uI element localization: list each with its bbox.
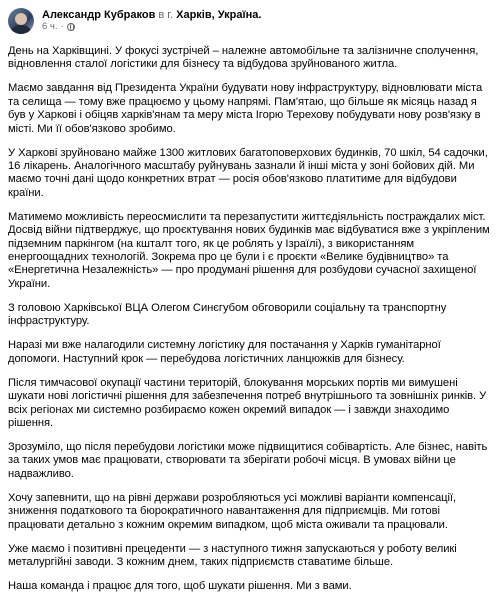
post-meta <box>42 22 261 33</box>
post-paragraph-11: Наша команда і працює для того, щоб шукати рішення. Ми з вами. <box>8 579 352 592</box>
location-prefix: в г. <box>158 9 174 22</box>
post-content <box>8 45 490 593</box>
post-paragraph-2: Маємо завдання від Президента України будувати нову інфраструктуру, відновлювати міста та селища — тому вже працюємо у цьому напрямі. Пам'ятаю, що більше як місяць назад я був у Харкові і обіцяв харків'янам та меру міста Ігорю Терехову побудувати нову розв'язку в місті. Ми її обов'язково зробимо. <box>8 82 483 135</box>
post-paragraph-9: Хочу запевнити, що на рівні держави розробляються усі можливі варіанти компенсації, зниження податкового та бюрократичного навантаження для підприємців. Ми готові працювати детально з кожним окремим випадком, щоб міста оживали та працювали. <box>8 491 457 531</box>
post-paragraph-6: Наразі ми вже налагодили системну логістику для постачання у Харків гуманітарної допомоги. Наступний крок — перебудова логістичних ланцюжків для бізнесу. <box>8 339 441 365</box>
post-paragraph-3: У Харкові зруйновано майже 1300 житлових багатоповерхових будинків, 70 шкіл, 54 садочки, 16 лікарень. Аналогічного масштабу руйнувань зазнали й інші міста у зоні бойових дій. Ми маємо точні дані щодо конкретних втрат — росія обов'язково платитиме для відбудови країни. <box>8 146 488 199</box>
post-paragraph-8: Зрозуміло, що після перебудови логістики може підвищитися собівартість. Але бізнес, навіть за таких умов має працювати, створювати та зберігати робочі місця. В умовах війни це надважливо. <box>8 440 488 480</box>
post-paragraph-7: Після тимчасової окупації частини територій, блокування морських портів ми вимушені шукати нові логістичні рішення для забезпечення потреб внутрішнього та зовнішніх ринків. У всіх регіонах ми системно розбираємо кожен окремий випадок — і завжди знаходимо рішення. <box>8 376 487 429</box>
post-header <box>8 6 490 36</box>
author-name[interactable]: Александр Кубраков <box>42 9 156 22</box>
post-paragraph-1: День на Харківщині. У фокусі зустрічей – належне автомобільне та залізничне сполучення, відновлення сталої логістики для бізнесу та відбудова зруйнованого житла. <box>8 45 479 71</box>
location-link[interactable]: Харків, Україна. <box>176 9 262 22</box>
author-avatar[interactable] <box>8 8 34 34</box>
post-paragraph-10: Уже маємо і позитивні прецеденти — з наступного тижня запускаються у роботу великі металургійні заводи. З кожним днем, таких підприємств ставатиме більше. <box>8 542 457 568</box>
post-paragraph-4: Матимемо можливість переосмислити та перезапустити життєдіяльність постраждалих міст. Досвід війни підтверджує, що проєктування нових будинків має відбуватися вже з укріпленим підземним паркінгом (на кшталт того, як це роблять у Ізраїлі), з використанням енергоощадних технологій. Зокрема про це були і є проєкти «Велике будівництво» та «Енергетична Незалежність» — про продумані рішення для розбудови сучасної захищеної України. <box>8 210 490 290</box>
post-header-info <box>42 9 261 33</box>
post-time[interactable]: 6 ч. <box>42 20 58 32</box>
post-paragraph-5: З головою Харківської ВЦА Олегом Синєгубом обговорили соціальну та транспортну інфраструктуру. <box>8 301 447 328</box>
author-line <box>42 9 261 22</box>
meta-separator: · <box>60 20 64 32</box>
globe-icon[interactable] <box>67 23 75 31</box>
